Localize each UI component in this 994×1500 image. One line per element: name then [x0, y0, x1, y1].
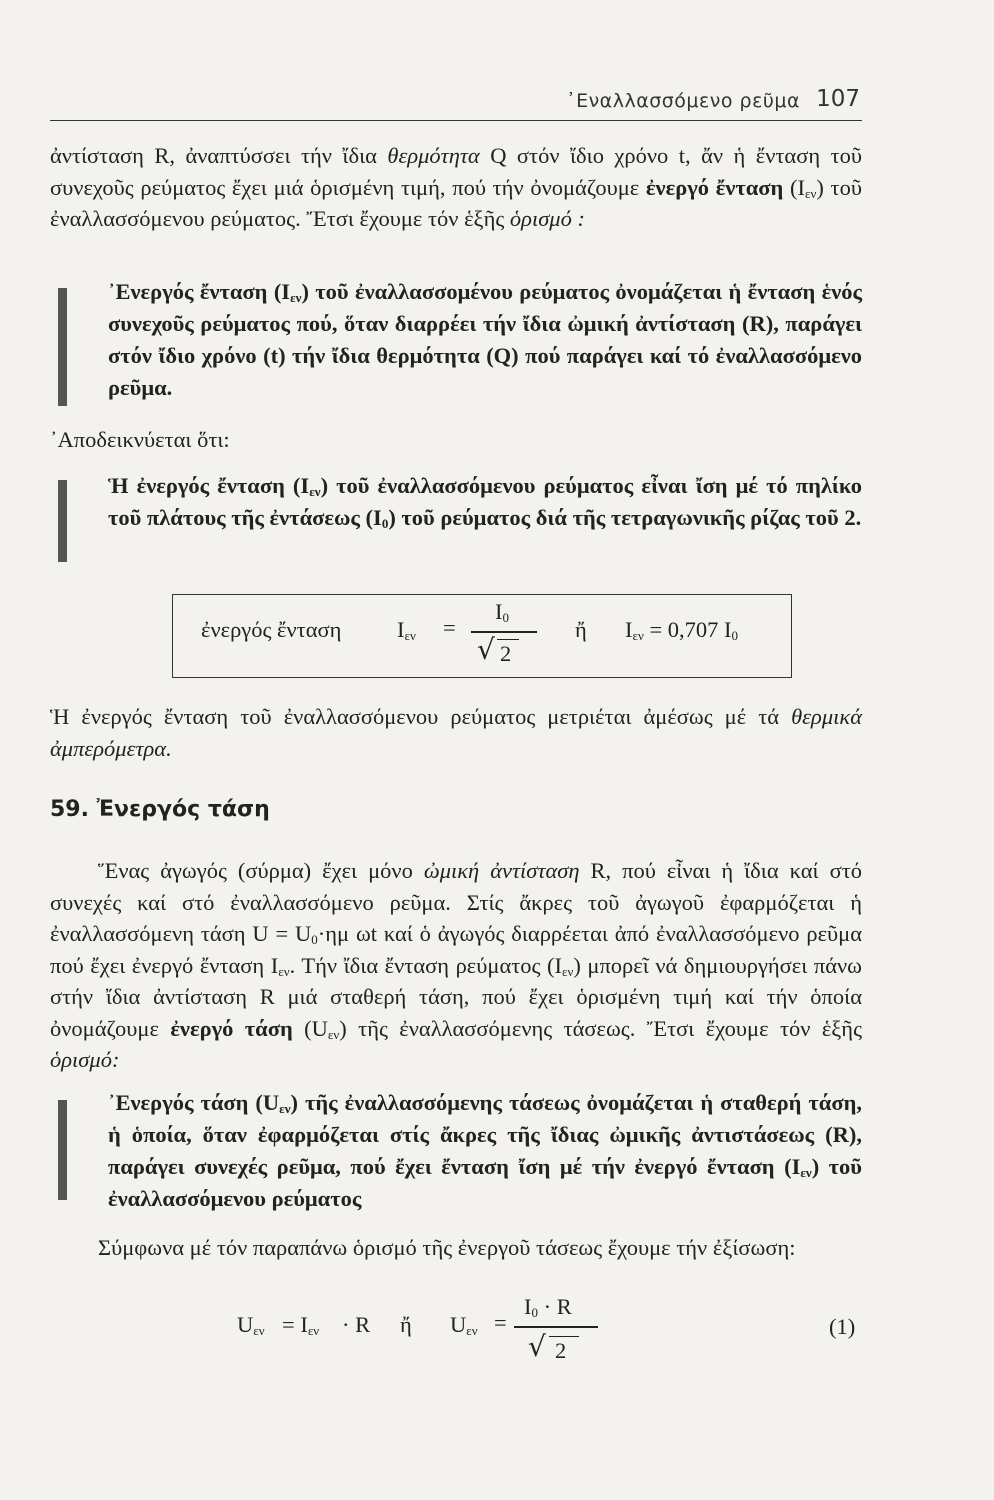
- formula-equals: =: [443, 615, 456, 640]
- formula-box: [172, 594, 792, 678]
- section-paragraph: Ἕνας ἀγωγός (σύρμα) ἔχει μόνο ὠμική ἀντίσταση R, πού εἶναι ἡ ἴδια καί στό συνεχές καί στό ἐναλλασσόμενο ρεῦμα. Στίς ἄκρες τοῦ ἀγωγοῦ ἐφαρμόζεται ἡ ἐναλλασσόμενη τάση $U = U_0\cdot\eta\mu$ ωt καί ὁ ἀγωγός διαρρέεται ἀπό ἐναλλασσόμενο ρεῦμα πού ἔχει ἐνεργό ἔνταση $I_{\varepsilon\nu}$. Τήν ἴδια ἔνταση ρεύματος $(I_{\varepsilon\nu})$ μπορεῖ νά δημιουργήσει πάνω στήν ἴδια ἀντίσταση R μιά σταθερή τάση, πού ἔχει ὁρισμένη τιμή καί τήν ὁποία ὀνομάζουμε ἐνεργό τάση $(U_{\varepsilon\nu})$ τῆς ἐναλλασσόμενης τάσεως. Ἔτσι ἔχουμε τόν ἑξῆς ὁρισμό:: [50, 858, 863, 1072]
- proof-intro: ᾽Αποδεικνύεται ὅτι:: [50, 427, 230, 452]
- statement-effective-current: Ἡ ἐνεργός ἔνταση $(I_{\varepsilon\nu})$ τοῦ ἐναλλασσόμενου ρεύματος εἶναι ἴση μέ τό πηλίκο τοῦ πλάτους τῆς ἐντάσεως $(I_0)$ τοῦ ρεύματος διά τῆς τετραγωνικῆς ρίζας τοῦ 2.: [108, 473, 863, 531]
- page-header: [50, 82, 862, 121]
- definition-effective-current: ᾽Ενεργός ἔνταση $(I_{\varepsilon\nu})$ τοῦ ἐναλλασσομένου ρεύματος ὀνομάζεται ἡ ἔνταση ἑνός συνεχοῦς ρεύματος πού, ὅταν διαρρέει τήν ἴδια ὠμική ἀντίσταση (R), παράγει στόν ἴδιο χρόνο (t) τήν ἴδια θερμότητα (Q) πού παράγει καί τό ἐναλλασσόμενο ρεῦμα.: [108, 279, 863, 400]
- equation-1: [0, 1290, 994, 1380]
- page-number: 107: [816, 86, 860, 112]
- eq-equals: =: [494, 1310, 507, 1335]
- formula-label: ἐνεργός ἔνταση: [201, 617, 342, 642]
- eq-numerator: $I_0 \cdot R$: [524, 1294, 572, 1320]
- eq-or: ἤ: [400, 1312, 412, 1337]
- eq-lhs: $U_{\varepsilon\nu}$: [237, 1312, 265, 1338]
- equation-intro: Σύμφωνα μέ τόν παραπάνω ὁρισμό τῆς ἐνεργοῦ τάσεως ἔχουμε τήν ἐξίσωση:: [98, 1235, 796, 1260]
- eq-sqrt-sign: √: [528, 1330, 546, 1363]
- running-head: ᾽Εναλλασσόμενο ρεῦμα: [566, 90, 800, 112]
- definition-bar: [58, 288, 67, 406]
- section-heading: 59. Ἐνεργός τάση: [50, 797, 270, 822]
- eq-rhs-lhs: $U_{\varepsilon\nu}$: [450, 1312, 478, 1338]
- definition-effective-voltage: ᾽Ενεργός τάση $(U_{\varepsilon\nu})$ τῆς ἐναλλασσόμενης τάσεως ὀνομάζεται ἡ σταθερή τάση, ἡ ὁποία, ὅταν ἐφαρμόζεται στίς ἄκρες τῆς ἴδιας ὠμικῆς ἀντιστάσεως (R), παράγει συνεχές ρεῦμα, πού ἔχει ἔνταση ἴση μέ τήν ἐνεργό ἔνταση $(I_{\varepsilon\nu})$ τοῦ ἐναλλασσόμενου ρεύματος: [108, 1090, 862, 1211]
- eq-current: = $I_{\varepsilon\nu}$: [282, 1312, 320, 1338]
- eq-resistance: · R: [342, 1312, 371, 1337]
- eq-fraction-line: [514, 1326, 598, 1328]
- formula-alt: $I_{\varepsilon\nu} = 0,707$ $I_0$: [625, 617, 739, 643]
- definition2-bar: [58, 1100, 67, 1200]
- statement-bar: [58, 480, 67, 562]
- equation-number: (1): [829, 1314, 856, 1339]
- formula-denominator: 2: [500, 641, 512, 666]
- formula-or: ἤ: [575, 617, 587, 642]
- eq-denominator: 2: [555, 1338, 567, 1363]
- intro-paragraph: ἀντίσταση R, ἀναπτύσσει τήν ἴδια θερμότητα Q στόν ἴδιο χρόνο t, ἄν ἡ ἔνταση τοῦ συνεχοῦς ρεύματος ἔχει μιά ὁρισμένη τιμή, πού τήν ὀνομάζουμε ἐνεργό ἔνταση $(I_{\varepsilon\nu})$ τοῦ ἐναλλασσόμενου ρεύματος. Ἔτσι ἔχουμε τόν ἑξῆς ὁρισμό :: [50, 143, 863, 231]
- measurement-paragraph: Ἡ ἐνεργός ἔνταση τοῦ ἐναλλασσόμενου ρεύματος μετριέται ἀμέσως μέ τά θερμικά ἀμπερόμετρα.: [50, 704, 862, 761]
- formula-lhs: $I_{\varepsilon\nu}$: [397, 617, 416, 643]
- formula-numerator: $I_0$: [495, 599, 509, 625]
- sqrt-sign: √: [477, 633, 495, 666]
